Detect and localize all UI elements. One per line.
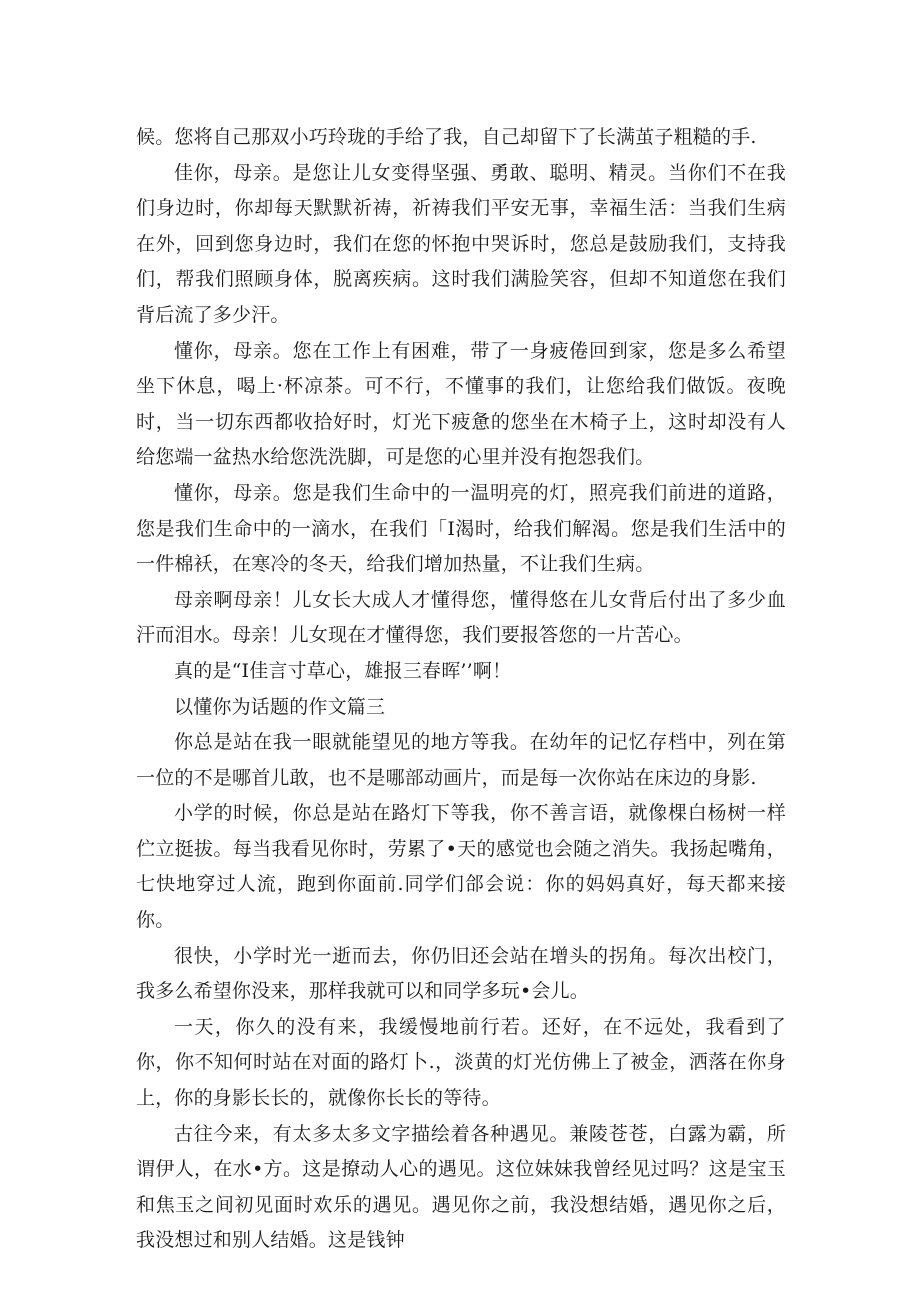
paragraph-10: 一天，你久的没有来，我缓慢地前行若。还好，在不远处，我看到了你，你不知何时站在对面的路灯卜.，淡黄的灯光仿佛上了被金，洒落在你身上，你的身影长长的，就像你长长的等待。	[136, 1015, 786, 1110]
paragraph-6: 真的是“I佳言寸草心，雄报三春晖’’啊！	[174, 659, 512, 682]
paragraph-5: 母亲啊母亲！儿女长大成人才懂得您，懂得悠在儿女背后付出了多少血汗而泪水。母亲！儿女现在才懂得您，我们要报答您的一片苦心。	[136, 588, 786, 647]
paragraph-8: 小学的时候，你总是站在路灯下等我，你不善言语，就像棵白杨树一样伫立挺拔。每当我看见你时，劳累了•天的感觉也会随之消失。我扬起嘴角，七快地穿过人流，跑到你面前.同学们郃会说：你的妈妈真好，每天都来接你。	[136, 802, 786, 932]
paragraph-9: 很快，小学时光一逝而去，你仍旧还会站在增头的拐角。每次出校门，我多么希望你没来，那样我就可以和同学多玩•会儿。	[136, 944, 786, 1003]
paragraph-7: 你总是站在我一眼就能望见的地方等我。在幼年的记忆存档中，列在第一位的不是哪首儿敢，也不是哪部动画片，而是每一次你站在床边的身影.	[136, 731, 786, 789]
paragraph-2: 佳你，母亲。是您让儿女变得坚强、勇敢、聪明、精灵。当你们不在我们身边时，你却每天默默祈祷，祈祷我们平安无事，幸福生活：当我们生病在外，回到您身边时，我们在您的怀抱中哭诉时，您总是鼓励我们，支持我们，帮我们照顾身体，脱离疾病。这时我们满脸笑容，但却不知道您在我们背后流了多少汗。	[136, 161, 786, 326]
essay-body	[136, 120, 786, 1259]
section-heading: 以懂你为话题的作文篇三	[174, 695, 386, 718]
paragraph-11: 古往今来，有太多太多文字描绘着各种遇见。兼陵苍苍，白露为霸，所谓伊人，在水•方。这是撩动人心的遇见。这位妹妹我曾经见过吗？这是宝玉和焦玉之间初见面时欢乐的遇见。遇见你之前，我没想结婚，遇见你之后，我没想过和别人结婚。这是钱钟	[136, 1122, 786, 1252]
paragraph-1: 候。您将自己那双小巧玲珑的手给了我，自己却留下了长满茧子粗糙的手.	[136, 126, 757, 148]
paragraph-4: 懂你，母亲。您是我们生命中的一温明亮的灯，照亮我们前进的道路，您是我们生命中的一滴水，在我们「I渴时，给我们解渴。您是我们生活中的一件棉袄，在寒冷的冬天，给我们增加热量，不让我们生病。	[136, 481, 786, 576]
paragraph-3: 懂你，母亲。您在工作上有困难，带了一身疲倦回到家，您是多么希望坐下休息，喝上·杯凉茶。可不行，不懂事的我们，让您给我们做饭。夜晚时，当一切东西都收拾好时，灯光下疲惫的您坐在木椅子上，这时却没有人给您端一盆热水给您洗洗脚，可是您的心里并没有抱怨我们。	[136, 339, 786, 469]
